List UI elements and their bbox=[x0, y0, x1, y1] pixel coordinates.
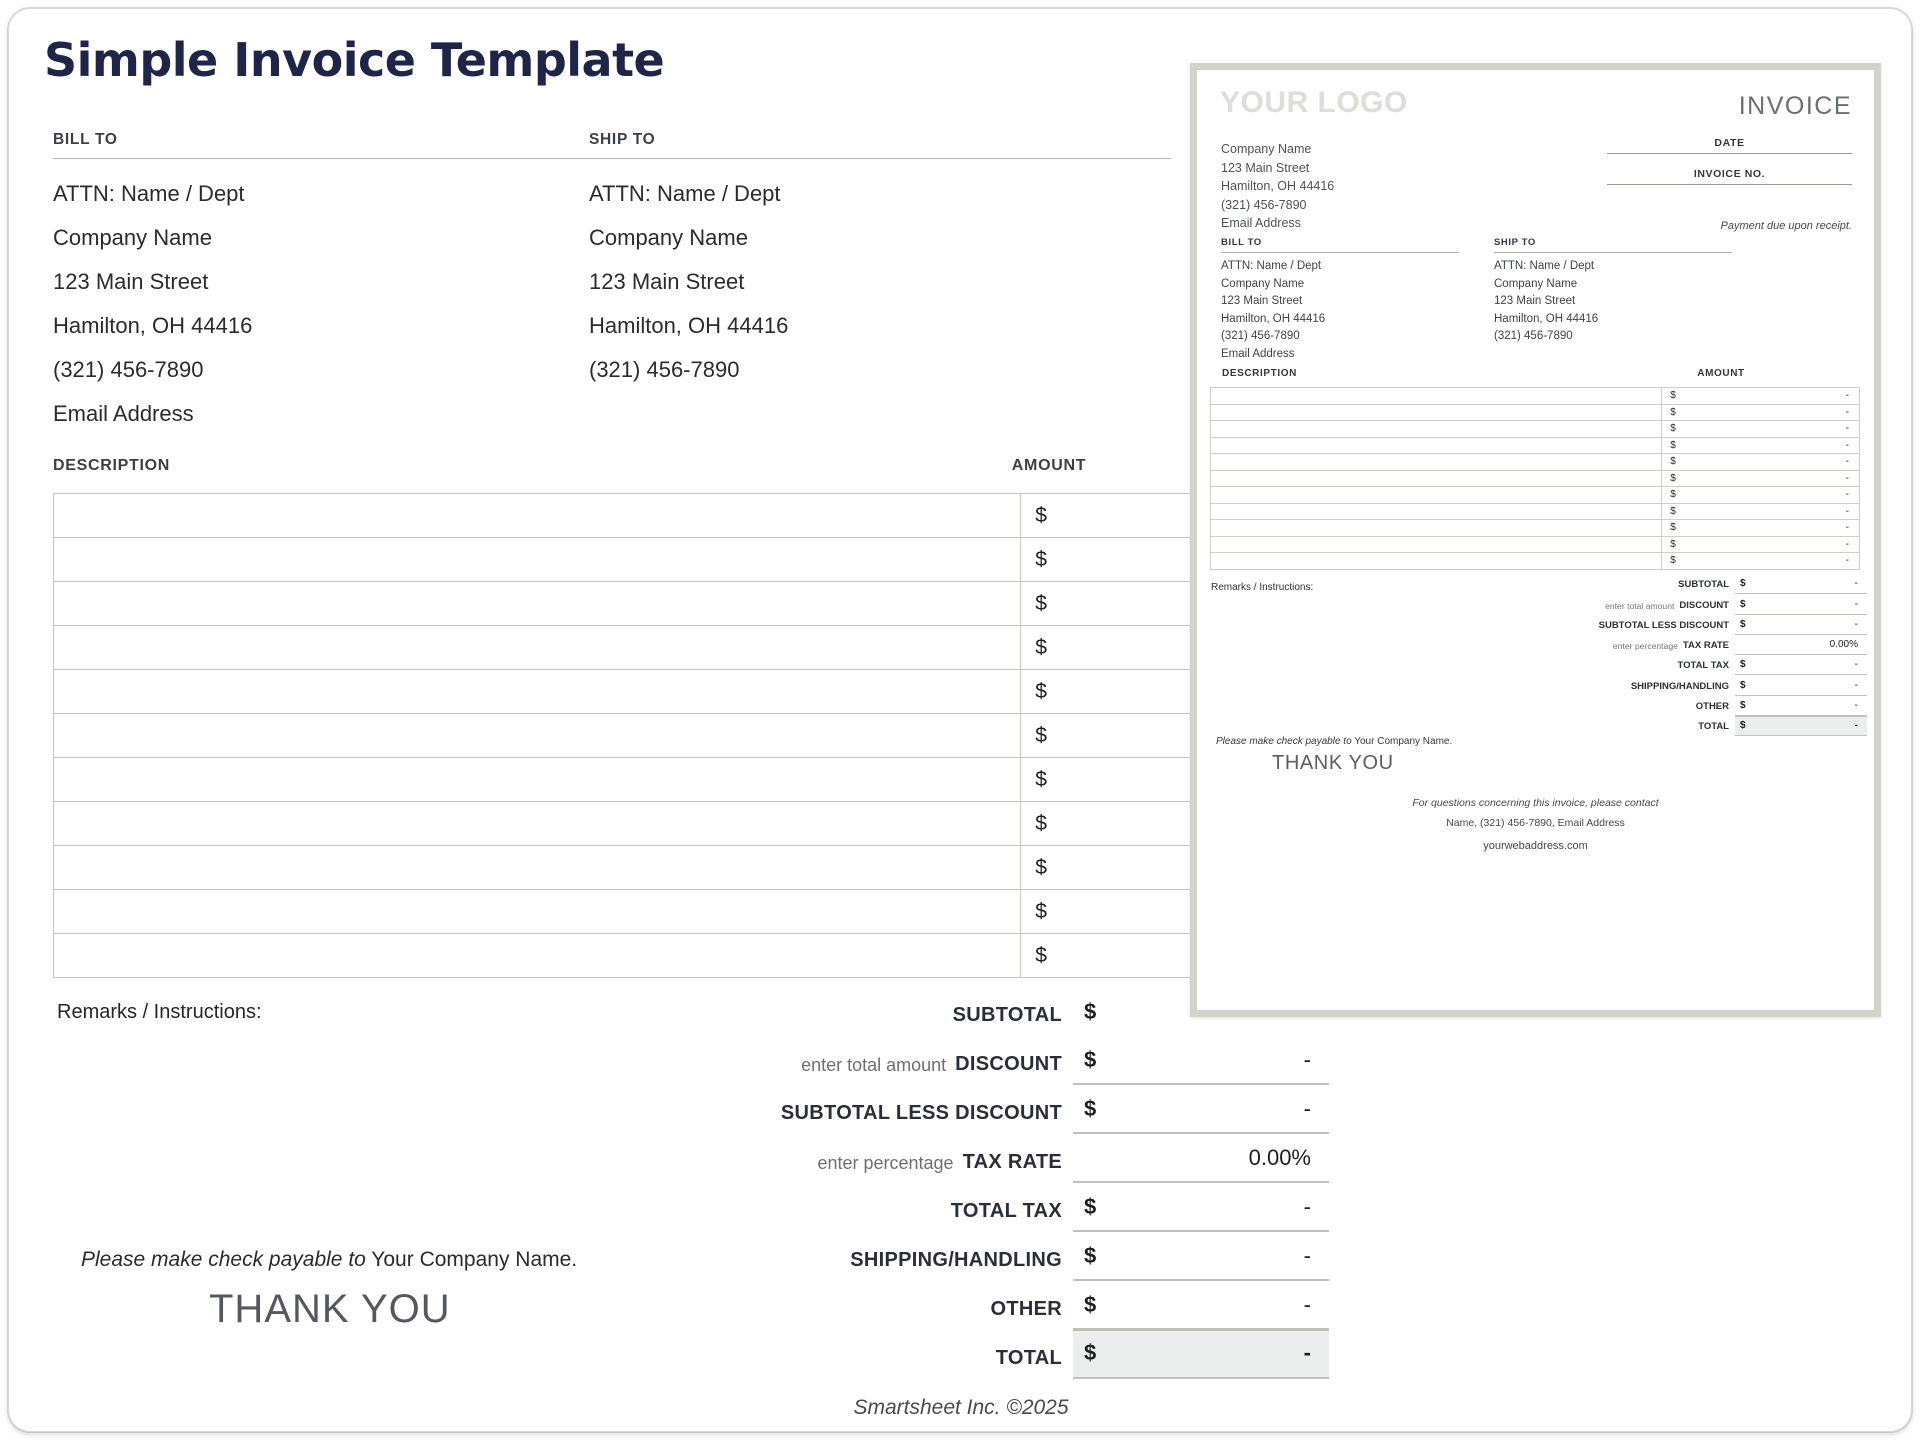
currency-symbol: $ bbox=[1084, 1291, 1097, 1317]
currency-symbol: $ bbox=[1084, 1046, 1097, 1072]
totals-row-value: 0.00% bbox=[1829, 639, 1858, 651]
amount-value: - bbox=[1845, 456, 1849, 468]
amount-value: - bbox=[1845, 538, 1849, 550]
currency-symbol: $ bbox=[1740, 618, 1746, 630]
currency-symbol: $ bbox=[1670, 439, 1676, 451]
totals-row bbox=[569, 1281, 1329, 1330]
currency-symbol: $ bbox=[1740, 700, 1746, 712]
preview-bill-to-block bbox=[1221, 237, 1459, 363]
preview-bill-to-line: 123 Main Street bbox=[1221, 295, 1303, 307]
payment-due-note: Payment due upon receipt. bbox=[1720, 220, 1852, 232]
totals-row-value: - bbox=[1303, 1046, 1311, 1072]
currency-symbol: $ bbox=[1035, 679, 1047, 703]
ship-to-line[interactable]: (321) 456-7890 bbox=[589, 357, 740, 382]
preview-description-column-header: DESCRIPTION bbox=[1222, 368, 1297, 379]
totals-row bbox=[1487, 716, 1867, 736]
table-row bbox=[54, 494, 1296, 538]
totals-row bbox=[569, 1183, 1329, 1232]
table-row bbox=[1211, 520, 1860, 537]
line-item-amount-cell[interactable] bbox=[1662, 388, 1860, 405]
amount-cell-content bbox=[1670, 456, 1849, 467]
line-item-amount-cell[interactable] bbox=[1662, 421, 1860, 438]
totals-row bbox=[1487, 615, 1867, 635]
preview-company-line: Company Name bbox=[1221, 142, 1312, 156]
preview-bill-to-line: Hamilton, OH 44416 bbox=[1221, 312, 1326, 325]
amount-cell-content bbox=[1670, 522, 1849, 533]
totals-row-hint bbox=[1487, 671, 1677, 675]
totals-row-value: - bbox=[1303, 1193, 1311, 1219]
currency-symbol: $ bbox=[1035, 855, 1047, 879]
preview-line-items-table bbox=[1210, 387, 1860, 570]
totals-row-label: TOTAL bbox=[1698, 721, 1729, 733]
table-row bbox=[54, 626, 1296, 670]
line-item-description-cell[interactable] bbox=[54, 582, 1021, 626]
preview-bill-to-line: (321) 456-7890 bbox=[1221, 330, 1300, 342]
table-row bbox=[54, 538, 1296, 582]
amount-cell-content bbox=[1670, 555, 1849, 566]
totals-row-value-cell[interactable] bbox=[1073, 1329, 1329, 1379]
amount-value: - bbox=[1845, 472, 1849, 484]
totals-row-value: 0.00% bbox=[1248, 1144, 1311, 1170]
table-row bbox=[1211, 536, 1860, 553]
ship-to-heading: SHIP TO bbox=[589, 131, 656, 148]
totals-row-value-cell[interactable] bbox=[1735, 616, 1867, 635]
line-item-description-cell[interactable] bbox=[1211, 487, 1662, 504]
preview-bill-to-line: Email Address bbox=[1221, 347, 1295, 360]
amount-cell-content bbox=[1670, 390, 1849, 401]
line-item-description-cell[interactable] bbox=[1211, 470, 1662, 487]
preview-ship-to-line: Company Name bbox=[1494, 277, 1578, 290]
table-row bbox=[1211, 553, 1860, 570]
totals-row-value-cell[interactable] bbox=[1073, 1186, 1329, 1232]
totals-row-hint bbox=[569, 1272, 850, 1281]
totals-row-value-cell[interactable] bbox=[1073, 1039, 1329, 1085]
amount-value: - bbox=[1845, 406, 1849, 418]
preview-company-line: Email Address bbox=[1221, 216, 1301, 230]
date-label: DATE bbox=[1714, 137, 1745, 149]
line-item-description-cell[interactable] bbox=[54, 846, 1021, 890]
totals-row-value: - bbox=[1303, 1095, 1311, 1121]
totals-row-hint bbox=[569, 1321, 991, 1330]
invoice-preview-panel[interactable] bbox=[1190, 63, 1881, 1017]
totals-row-label: SUBTOTAL bbox=[952, 1004, 1062, 1026]
line-item-amount-cell[interactable] bbox=[1662, 470, 1860, 487]
currency-symbol: $ bbox=[1670, 472, 1676, 484]
totals-row-value: - bbox=[1854, 618, 1858, 630]
invoice-no-field-rule bbox=[1607, 184, 1852, 185]
totals-row bbox=[569, 1134, 1329, 1183]
preview-company-line: Hamilton, OH 44416 bbox=[1221, 179, 1335, 193]
table-row bbox=[1211, 437, 1860, 454]
currency-symbol: $ bbox=[1035, 635, 1047, 659]
totals-row bbox=[569, 1232, 1329, 1281]
amount-cell-content bbox=[1670, 539, 1849, 550]
line-item-description-cell[interactable] bbox=[54, 890, 1021, 934]
preview-ship-to-block bbox=[1494, 237, 1732, 346]
payable-note-italic: Please make check payable to bbox=[81, 1248, 366, 1271]
preview-bill-to-line: Company Name bbox=[1221, 277, 1305, 290]
totals-row bbox=[1487, 594, 1867, 614]
line-item-amount-cell[interactable] bbox=[1662, 536, 1860, 553]
line-item-amount-cell[interactable] bbox=[1662, 520, 1860, 537]
totals-row-hint bbox=[1487, 631, 1599, 635]
line-item-amount-cell[interactable] bbox=[1662, 553, 1860, 570]
line-item-description-cell[interactable] bbox=[54, 714, 1021, 758]
preview-bill-to-heading: BILL TO bbox=[1221, 237, 1262, 248]
currency-symbol: $ bbox=[1670, 423, 1676, 435]
preview-bill-to-lines bbox=[1221, 253, 1459, 363]
page-title: Simple Invoice Template bbox=[44, 33, 665, 87]
line-item-description-cell[interactable] bbox=[54, 670, 1021, 714]
preview-ship-to-heading: SHIP TO bbox=[1494, 237, 1536, 248]
bill-to-line[interactable]: (321) 456-7890 bbox=[53, 357, 204, 382]
line-item-description-cell[interactable] bbox=[1211, 421, 1662, 438]
remarks-label: Remarks / Instructions: bbox=[57, 1001, 262, 1023]
preview-contact-block bbox=[1197, 793, 1874, 833]
currency-symbol: $ bbox=[1084, 1242, 1097, 1268]
preview-company-line: 123 Main Street bbox=[1221, 160, 1310, 175]
currency-symbol: $ bbox=[1035, 723, 1047, 747]
description-column-header: DESCRIPTION bbox=[53, 457, 171, 474]
totals-row bbox=[1487, 655, 1867, 675]
table-row bbox=[1211, 421, 1860, 438]
table-row bbox=[1211, 454, 1860, 471]
amount-cell-content bbox=[1670, 440, 1849, 451]
your-logo-placeholder: YOUR LOGO bbox=[1220, 86, 1408, 119]
totals-row-value-cell[interactable] bbox=[1735, 677, 1867, 696]
totals-row-value-cell[interactable] bbox=[1073, 1088, 1329, 1134]
ship-to-block bbox=[589, 131, 1171, 392]
ship-to-line[interactable]: Company Name bbox=[589, 225, 748, 250]
totals-row-label: SUBTOTAL LESS DISCOUNT bbox=[1598, 619, 1729, 631]
amount-value: - bbox=[1845, 555, 1849, 567]
line-item-description-cell[interactable] bbox=[54, 934, 1021, 978]
preview-contact-line-1: For questions concerning this invoice, please contact bbox=[1412, 797, 1659, 809]
line-item-description-cell[interactable] bbox=[1211, 404, 1662, 421]
totals-row bbox=[1487, 675, 1867, 695]
currency-symbol: $ bbox=[1035, 547, 1047, 571]
amount-value: - bbox=[1845, 390, 1849, 402]
totals-row-hint bbox=[569, 1125, 781, 1134]
totals-row-label: DISCOUNT bbox=[955, 1053, 1062, 1075]
currency-symbol: $ bbox=[1670, 456, 1676, 468]
totals-row-value-cell[interactable] bbox=[1735, 596, 1867, 615]
amount-cell-content bbox=[1670, 423, 1849, 434]
currency-symbol: $ bbox=[1035, 943, 1047, 967]
amount-value: - bbox=[1845, 439, 1849, 451]
totals-row bbox=[569, 1085, 1329, 1134]
line-item-amount-cell[interactable] bbox=[1662, 437, 1860, 454]
table-row bbox=[1211, 404, 1860, 421]
totals-row-label: TOTAL TAX bbox=[1677, 660, 1729, 672]
totals-row-label: DISCOUNT bbox=[1679, 599, 1729, 611]
totals-row bbox=[1487, 696, 1867, 716]
ship-to-lines bbox=[589, 159, 1171, 392]
table-row bbox=[54, 758, 1296, 802]
totals-row-value: - bbox=[1854, 679, 1858, 691]
currency-symbol: $ bbox=[1670, 522, 1676, 534]
bill-to-line[interactable]: Email Address bbox=[53, 401, 194, 426]
totals-row-value: - bbox=[1854, 598, 1858, 610]
totals-row-hint: enter percentage bbox=[1612, 641, 1678, 652]
table-row bbox=[54, 890, 1296, 934]
preview-ship-to-line: ATTN: Name / Dept bbox=[1494, 260, 1595, 272]
ship-to-line[interactable]: ATTN: Name / Dept bbox=[589, 181, 781, 206]
table-row bbox=[54, 802, 1296, 846]
totals-row-label: SUBTOTAL LESS DISCOUNT bbox=[780, 1102, 1062, 1124]
amount-value: - bbox=[1845, 505, 1849, 517]
table-row bbox=[54, 670, 1296, 714]
currency-symbol: $ bbox=[1670, 555, 1676, 567]
line-item-description-cell[interactable] bbox=[1211, 503, 1662, 520]
line-item-description-cell[interactable] bbox=[54, 802, 1021, 846]
preview-ship-to-line: 123 Main Street bbox=[1494, 295, 1576, 307]
line-item-description-cell[interactable] bbox=[1211, 553, 1662, 570]
table-row bbox=[1211, 470, 1860, 487]
preview-payable-note bbox=[1216, 736, 1452, 747]
payable-note bbox=[81, 1248, 577, 1272]
preview-remarks-label: Remarks / Instructions: bbox=[1211, 582, 1314, 593]
table-row bbox=[54, 934, 1296, 978]
totals-row-hint bbox=[1487, 712, 1696, 716]
line-item-description-cell[interactable] bbox=[1211, 454, 1662, 471]
totals-row bbox=[569, 1330, 1329, 1379]
preview-ship-to-lines bbox=[1494, 253, 1732, 346]
currency-symbol: $ bbox=[1035, 899, 1047, 923]
totals-row bbox=[1487, 574, 1867, 594]
currency-symbol: $ bbox=[1740, 679, 1746, 691]
totals-row-label: TOTAL TAX bbox=[950, 1200, 1062, 1222]
totals-row-value-cell[interactable] bbox=[1735, 716, 1867, 736]
bill-to-lines bbox=[53, 159, 635, 436]
currency-symbol: $ bbox=[1670, 406, 1676, 418]
line-item-amount-cell[interactable] bbox=[1662, 487, 1860, 504]
bill-to-line[interactable]: Hamilton, OH 44416 bbox=[53, 313, 253, 338]
totals-row-hint bbox=[1487, 590, 1678, 594]
totals-row-label: OTHER bbox=[1695, 701, 1729, 713]
totals-row-hint bbox=[1487, 732, 1698, 736]
amount-column-header: AMOUNT bbox=[1011, 457, 1087, 474]
totals-row-label: TAX RATE bbox=[1682, 640, 1729, 652]
currency-symbol: $ bbox=[1084, 1339, 1097, 1365]
page-sheet bbox=[8, 8, 1912, 1432]
table-row bbox=[1211, 503, 1860, 520]
currency-symbol: $ bbox=[1084, 998, 1097, 1024]
totals-block bbox=[569, 987, 1329, 1379]
totals-row-value-cell[interactable] bbox=[1735, 697, 1867, 716]
totals-row-value: - bbox=[1854, 720, 1858, 732]
totals-row-value-cell[interactable] bbox=[1073, 1137, 1329, 1183]
currency-symbol: $ bbox=[1670, 390, 1676, 402]
line-item-description-cell[interactable] bbox=[54, 538, 1021, 582]
preview-contact-line-2: Name, (321) 456-7890, Email Address bbox=[1446, 817, 1625, 829]
currency-symbol: $ bbox=[1035, 767, 1047, 791]
currency-symbol: $ bbox=[1084, 1095, 1097, 1121]
date-field-rule bbox=[1607, 153, 1852, 154]
preview-invoice-no-field bbox=[1607, 168, 1852, 185]
totals-row-value: - bbox=[1854, 659, 1858, 671]
line-item-description-cell[interactable] bbox=[54, 626, 1021, 670]
invoice-no-label: INVOICE NO. bbox=[1693, 168, 1766, 180]
amount-value: - bbox=[1845, 489, 1849, 501]
totals-row-label: TAX RATE bbox=[962, 1151, 1062, 1173]
totals-row-value: - bbox=[1303, 1339, 1311, 1365]
totals-row-hint bbox=[569, 1027, 953, 1036]
preview-company-line: (321) 456-7890 bbox=[1221, 197, 1307, 212]
preview-ship-to-line: Hamilton, OH 44416 bbox=[1494, 312, 1599, 325]
totals-row-hint bbox=[569, 1223, 951, 1232]
totals-row-label: OTHER bbox=[990, 1298, 1062, 1320]
totals-row-label: TOTAL bbox=[995, 1347, 1062, 1369]
line-item-description-cell[interactable] bbox=[54, 758, 1021, 802]
currency-symbol: $ bbox=[1740, 578, 1746, 590]
totals-row bbox=[1487, 635, 1867, 655]
smartsheet-credit: Smartsheet Inc. ©2025 bbox=[853, 1396, 1069, 1419]
invoice-word: INVOICE bbox=[1738, 92, 1852, 120]
line-item-amount-cell[interactable] bbox=[1662, 503, 1860, 520]
line-item-description-cell[interactable] bbox=[1211, 536, 1662, 553]
line-item-description-cell[interactable] bbox=[1211, 437, 1662, 454]
totals-row-value: - bbox=[1854, 700, 1858, 712]
preview-web-address: yourwebaddress.com bbox=[1483, 840, 1588, 852]
totals-row-value-cell[interactable] bbox=[1073, 1284, 1329, 1330]
table-row bbox=[54, 582, 1296, 626]
preview-bill-to-line: ATTN: Name / Dept bbox=[1221, 260, 1322, 272]
currency-symbol: $ bbox=[1670, 505, 1676, 517]
line-items-table bbox=[53, 493, 1296, 978]
totals-row-label: SHIPPING/HANDLING bbox=[1630, 680, 1729, 692]
amount-cell-content bbox=[1670, 407, 1849, 418]
line-item-description-cell[interactable] bbox=[1211, 388, 1662, 405]
preview-totals-block bbox=[1487, 574, 1867, 736]
ship-to-line[interactable]: Hamilton, OH 44416 bbox=[589, 313, 789, 338]
preview-payable-note-plain: Your Company Name. bbox=[1351, 736, 1453, 747]
preview-company-block bbox=[1221, 140, 1334, 233]
totals-row bbox=[569, 1036, 1329, 1085]
currency-symbol: $ bbox=[1035, 591, 1047, 615]
totals-row-hint: enter percentage bbox=[817, 1153, 954, 1173]
amount-value: - bbox=[1845, 423, 1849, 435]
totals-row-label: SUBTOTAL bbox=[1678, 579, 1729, 591]
amount-cell-content bbox=[1670, 489, 1849, 500]
currency-symbol: $ bbox=[1740, 720, 1746, 732]
totals-row-hint bbox=[569, 1370, 996, 1379]
amount-cell-content bbox=[1670, 473, 1849, 484]
bill-to-line[interactable]: 123 Main Street bbox=[53, 269, 209, 294]
bill-to-line[interactable]: ATTN: Name / Dept bbox=[53, 181, 245, 206]
currency-symbol: $ bbox=[1084, 1193, 1097, 1219]
bill-to-heading: BILL TO bbox=[53, 131, 118, 148]
preview-ship-to-line: (321) 456-7890 bbox=[1494, 330, 1573, 342]
table-row bbox=[54, 714, 1296, 758]
table-row bbox=[1211, 388, 1860, 405]
preview-amount-column-header: AMOUNT bbox=[1697, 368, 1745, 379]
totals-row-hint: enter total amount bbox=[801, 1055, 947, 1075]
line-item-amount-cell[interactable] bbox=[1662, 404, 1860, 421]
totals-row-value: - bbox=[1303, 1291, 1311, 1317]
totals-row-hint: enter total amount bbox=[1605, 600, 1675, 611]
preview-thank-you-text: THANK YOU bbox=[1272, 752, 1394, 774]
amount-cell-content bbox=[1670, 506, 1849, 517]
payable-note-plain: Your Company Name. bbox=[365, 1248, 578, 1271]
table-row bbox=[1211, 487, 1860, 504]
preview-payable-note-italic: Please make check payable to bbox=[1216, 736, 1352, 747]
currency-symbol: $ bbox=[1035, 811, 1047, 835]
table-row bbox=[54, 846, 1296, 890]
totals-row-value-cell[interactable] bbox=[1735, 656, 1867, 675]
thank-you-text: THANK YOU bbox=[209, 1287, 451, 1331]
currency-symbol: $ bbox=[1035, 503, 1047, 527]
bill-to-block bbox=[53, 131, 635, 436]
currency-symbol: $ bbox=[1670, 489, 1676, 501]
line-items-body bbox=[54, 494, 1296, 978]
currency-symbol: $ bbox=[1670, 538, 1676, 550]
totals-row-value: - bbox=[1854, 578, 1858, 590]
line-item-amount-cell[interactable] bbox=[1662, 454, 1860, 471]
invoice-preview-inner bbox=[1197, 70, 1874, 1010]
currency-symbol: $ bbox=[1740, 598, 1746, 610]
totals-row-value-cell[interactable] bbox=[1735, 636, 1867, 655]
totals-row-value: - bbox=[1303, 1242, 1311, 1268]
totals-row-value-cell[interactable] bbox=[1735, 575, 1867, 594]
totals-row-value-cell[interactable] bbox=[1073, 1235, 1329, 1281]
ship-to-line[interactable]: 123 Main Street bbox=[589, 269, 745, 294]
preview-line-items-body bbox=[1211, 388, 1860, 570]
line-item-description-cell[interactable] bbox=[54, 494, 1021, 538]
preview-date-field bbox=[1607, 137, 1852, 154]
line-item-description-cell[interactable] bbox=[1211, 520, 1662, 537]
amount-value: - bbox=[1845, 522, 1849, 534]
bill-to-line[interactable]: Company Name bbox=[53, 225, 212, 250]
totals-row-label: SHIPPING/HANDLING bbox=[850, 1249, 1062, 1271]
totals-row-hint bbox=[1487, 692, 1631, 696]
currency-symbol: $ bbox=[1740, 659, 1746, 671]
